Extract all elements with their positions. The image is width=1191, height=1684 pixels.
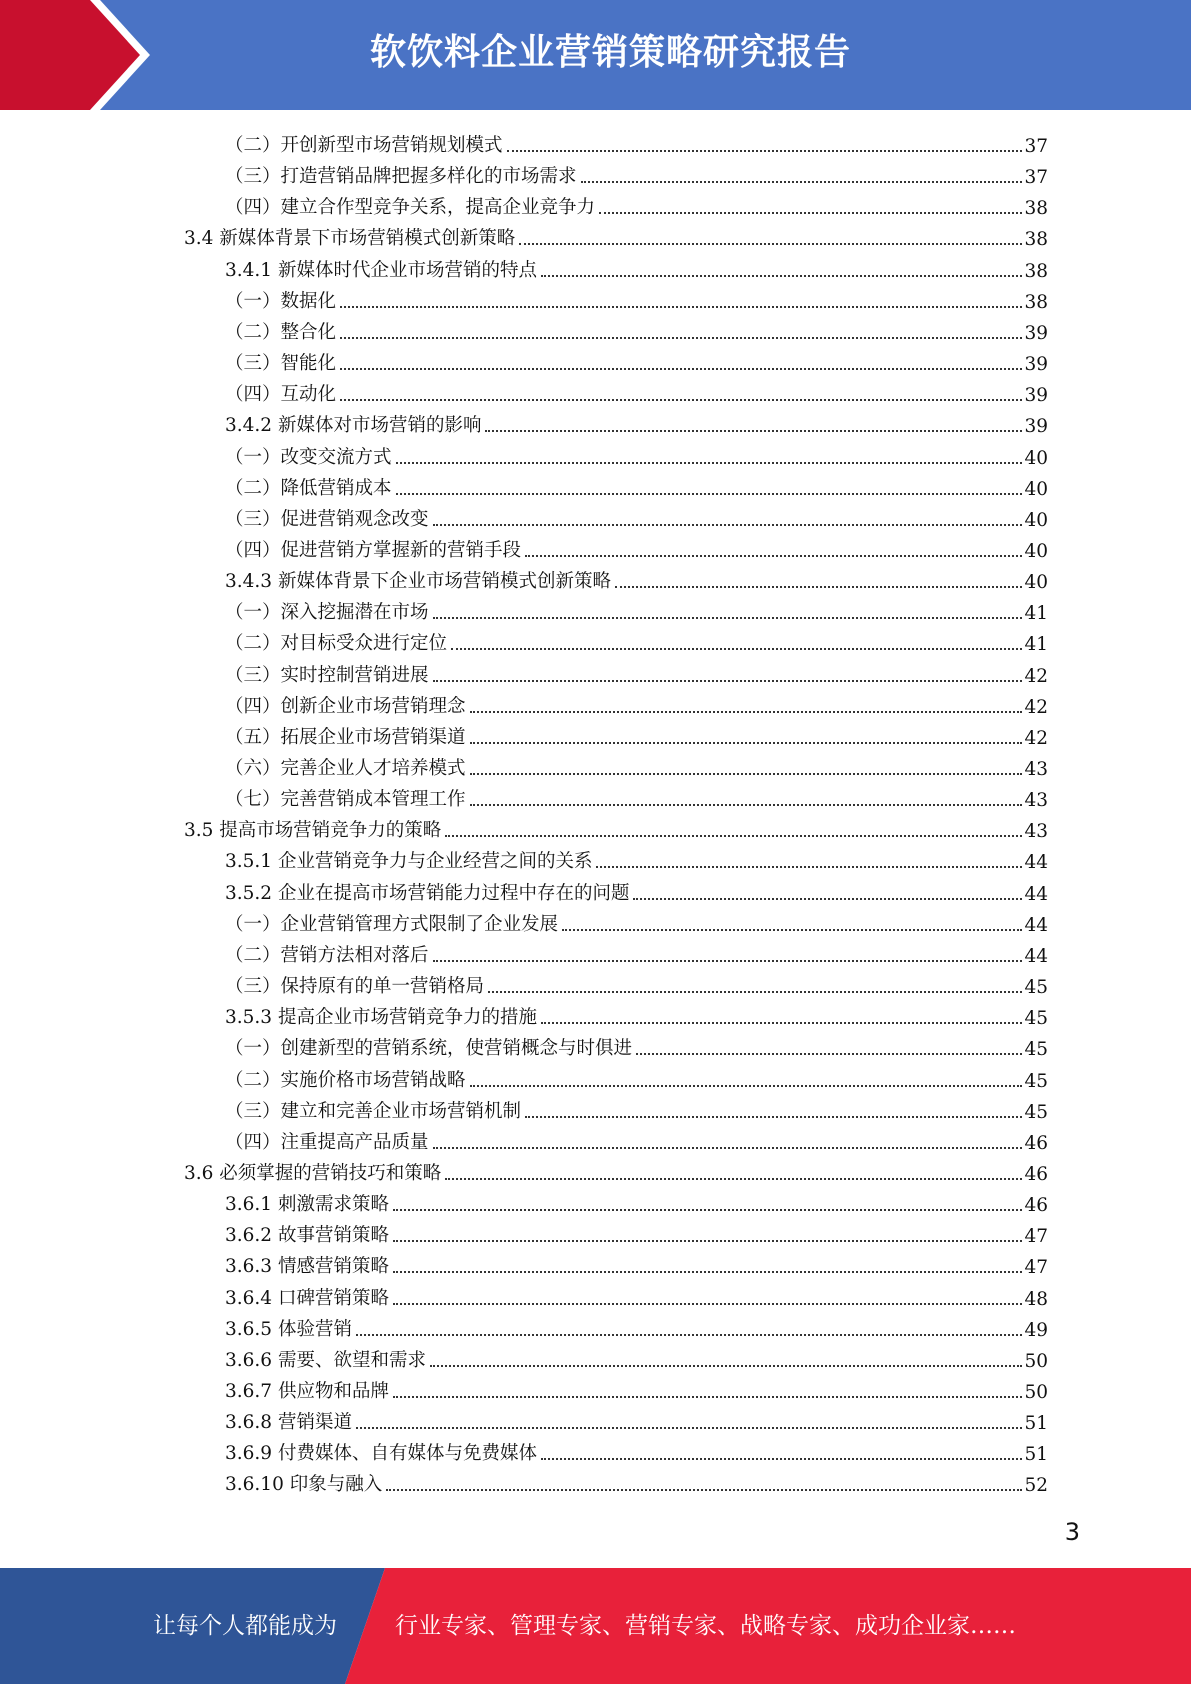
toc-entry-page: 37 [1024, 136, 1048, 157]
toc-entry[interactable] [225, 1310, 1048, 1341]
toc-entry[interactable] [225, 1123, 1048, 1154]
toc-entry-title: 3.6.9 付费媒体、自有媒体与免费媒体 [225, 1443, 537, 1465]
toc-entry[interactable] [225, 469, 1048, 500]
toc-entry-title: 3.5.3 提高企业市场营销竞争力的措施 [225, 1007, 537, 1029]
toc-entry-page: 39 [1024, 354, 1048, 376]
toc-dot-leader [541, 275, 1022, 277]
toc-entry-title: （三）实时控制营销进展 [225, 664, 429, 686]
toc-entry[interactable] [225, 1434, 1048, 1465]
toc-entry-title: （四）注重提高产品质量 [225, 1131, 429, 1153]
toc-entry-page: 40 [1024, 540, 1048, 562]
toc-entry-title: 3.5.1 企业营销竞争力与企业经营之间的关系 [225, 851, 593, 873]
toc-entry-page: 39 [1024, 322, 1048, 344]
toc-entry[interactable] [225, 1403, 1048, 1434]
toc-entry-title: （六）完善企业人才培养模式 [225, 758, 466, 779]
toc-dot-leader [433, 680, 1022, 682]
toc-dot-leader [430, 1365, 1022, 1367]
toc-entry-title: 3.6.4 口碑营销策略 [225, 1287, 389, 1309]
toc-dot-leader [596, 866, 1022, 868]
toc-entry-title: （七）完善营销成本管理工作 [225, 789, 466, 811]
toc-entry-page: 47 [1024, 1226, 1048, 1248]
toc-entry-page: 44 [1024, 914, 1048, 936]
toc-dot-leader [396, 493, 1022, 495]
toc-entry-page: 43 [1024, 759, 1048, 780]
toc-entry-page: 48 [1024, 1288, 1048, 1310]
toc-dot-leader [356, 1334, 1022, 1336]
toc-entry[interactable] [225, 500, 1048, 531]
toc-entry-title: 3.6.8 营销渠道 [225, 1412, 352, 1434]
toc-dot-leader [445, 835, 1022, 837]
page-footer [0, 1568, 1191, 1684]
toc-entry-page: 51 [1024, 1444, 1048, 1466]
toc-dot-leader [507, 150, 1022, 152]
toc-entry[interactable] [184, 1154, 1048, 1185]
toc-dot-leader [562, 929, 1022, 931]
toc-entry[interactable] [184, 811, 1048, 842]
toc-dot-leader [433, 524, 1022, 526]
toc-dot-leader [470, 742, 1022, 744]
toc-entry[interactable] [225, 1216, 1048, 1247]
toc-entry-page: 43 [1024, 790, 1048, 812]
toc-entry-page: 49 [1024, 1319, 1048, 1341]
toc-entry[interactable] [225, 998, 1048, 1029]
toc-entry[interactable] [225, 188, 1048, 219]
toc-dot-leader [525, 1116, 1022, 1118]
toc-dot-leader [470, 1085, 1022, 1087]
toc-entry-title: （二）开创新型市场营销规划模式 [225, 135, 503, 156]
toc-entry-title: （一）改变交流方式 [225, 446, 392, 468]
toc-dot-leader [485, 430, 1022, 432]
toc-dot-leader [581, 181, 1022, 183]
toc-entry-title: （一）深入挖掘潜在市场 [225, 602, 429, 624]
toc-entry-page: 50 [1024, 1350, 1048, 1372]
toc-entry-page: 40 [1024, 478, 1048, 500]
toc-entry[interactable] [225, 936, 1048, 967]
toc-dot-leader [433, 1147, 1022, 1149]
toc-entry[interactable] [225, 780, 1048, 811]
toc-entry-title: 3.6.6 需要、欲望和需求 [225, 1349, 426, 1371]
toc-entry-title: 3.5 提高市场营销竞争力的策略 [184, 820, 442, 842]
toc-entry[interactable] [225, 1061, 1048, 1092]
toc-entry[interactable] [225, 656, 1048, 687]
toc-entry[interactable] [225, 282, 1048, 313]
toc-entry-title: 3.6.1 刺激需求策略 [225, 1194, 389, 1216]
toc-dot-leader [433, 617, 1022, 619]
toc-dot-leader [445, 1178, 1022, 1180]
toc-entry-page: 45 [1024, 1039, 1048, 1061]
toc-entry-page: 40 [1024, 447, 1048, 469]
toc-dot-leader [599, 212, 1022, 214]
toc-entry[interactable] [225, 126, 1048, 157]
toc-entry-title: （二）营销方法相对落后 [225, 944, 429, 966]
toc-entry-title: （四）互动化 [225, 384, 337, 406]
toc-entry-page: 44 [1024, 852, 1048, 874]
toc-entry[interactable] [225, 344, 1048, 375]
toc-entry-page: 38 [1024, 260, 1048, 282]
toc-entry-title: 3.6.10 印象与融入 [225, 1474, 383, 1496]
toc-entry-title: 3.6.5 体验营销 [225, 1318, 352, 1340]
footer-slogan-right: 行业专家、管理专家、营销专家、战略专家、成功企业家…… [395, 1613, 1016, 1639]
toc-entry-page: 39 [1024, 385, 1048, 407]
toc-entry[interactable] [225, 842, 1048, 873]
toc-entry[interactable] [184, 219, 1048, 250]
toc-entry-page: 46 [1024, 1132, 1048, 1154]
toc-dot-leader [633, 898, 1022, 900]
toc-entry-title: （二）降低营销成本 [225, 477, 392, 499]
toc-entry-title: 3.5.2 企业在提高市场营销能力过程中存在的问题 [225, 882, 630, 904]
toc-entry-title: （四）建立合作型竞争关系，提高企业竞争力 [225, 197, 596, 219]
footer-slogan-left: 让每个人都能成为 [153, 1613, 337, 1639]
toc-entry-page: 46 [1024, 1163, 1048, 1185]
toc-dot-leader [393, 1240, 1022, 1242]
toc-entry[interactable] [225, 1092, 1048, 1123]
toc-entry[interactable] [225, 438, 1048, 469]
toc-entry-page: 38 [1024, 198, 1048, 220]
toc-entry[interactable] [225, 313, 1048, 344]
toc-dot-leader [393, 1271, 1022, 1273]
toc-dot-leader [636, 1053, 1022, 1055]
toc-entry-title: （五）拓展企业市场营销渠道 [225, 726, 466, 748]
toc-dot-leader [340, 306, 1022, 308]
toc-entry-page: 47 [1024, 1257, 1048, 1279]
toc-entry[interactable] [225, 1372, 1048, 1403]
toc-dot-leader [386, 1489, 1022, 1491]
toc-entry[interactable] [225, 874, 1048, 905]
toc-entry-title: （二）实施价格市场营销战略 [225, 1069, 466, 1091]
toc-entry-title: 3.4.1 新媒体时代企业市场营销的特点 [225, 259, 537, 281]
toc-entry-page: 45 [1024, 1101, 1048, 1123]
toc-entry[interactable] [225, 1247, 1048, 1278]
toc-entry[interactable] [225, 624, 1048, 655]
toc-entry[interactable] [225, 157, 1048, 188]
toc-entry[interactable] [225, 749, 1048, 780]
toc-dot-leader [451, 648, 1022, 650]
toc-dot-leader [488, 991, 1022, 993]
toc-entry-title: （一）企业营销管理方式限制了企业发展 [225, 913, 559, 935]
toc-entry-title: 3.4 新媒体背景下市场营销模式创新策略 [184, 228, 516, 250]
page-header [0, 0, 1191, 110]
toc-entry-page: 45 [1024, 1070, 1048, 1092]
toc-entry-page: 45 [1024, 977, 1048, 999]
toc-entry-page: 44 [1024, 945, 1048, 967]
toc-entry-title: （三）建立和完善企业市场营销机制 [225, 1100, 522, 1122]
toc-entry-page: 42 [1024, 696, 1048, 718]
toc-dot-leader [340, 337, 1022, 339]
toc-entry-title: 3.6 必须掌握的营销技巧和策略 [184, 1162, 442, 1184]
page-number: 3 [1064, 1518, 1080, 1546]
toc-entry-page: 38 [1024, 229, 1048, 251]
toc-entry-title: （三）智能化 [225, 353, 337, 375]
toc-dot-leader [541, 1458, 1022, 1460]
toc-entry-title: （三）打造营销品牌把握多样化的市场需求 [225, 166, 577, 188]
toc-entry-page: 40 [1024, 572, 1048, 594]
toc-dot-leader [356, 1427, 1022, 1429]
toc-dot-leader [470, 804, 1022, 806]
toc-entry-page: 44 [1024, 883, 1048, 905]
report-title: 软饮料企业营销策略研究报告 [369, 32, 851, 73]
toc-dot-leader [433, 960, 1022, 962]
toc-entry-page: 42 [1024, 665, 1048, 687]
toc-dot-leader [393, 1303, 1022, 1305]
toc-entry-page: 50 [1024, 1382, 1048, 1403]
toc-entry-page: 43 [1024, 821, 1048, 843]
toc-entry[interactable] [225, 967, 1048, 998]
toc-entry-page: 41 [1024, 603, 1048, 625]
toc-entry[interactable] [225, 1279, 1048, 1310]
toc-entry-title: （四）促进营销方掌握新的营销手段 [225, 539, 522, 561]
toc-entry[interactable] [225, 251, 1048, 282]
toc-entry-title: （三）保持原有的单一营销格局 [225, 976, 485, 998]
toc-dot-leader [393, 1396, 1022, 1398]
toc-entry[interactable] [225, 375, 1048, 406]
toc-entry[interactable] [225, 1465, 1048, 1496]
toc-entry-page: 45 [1024, 1008, 1048, 1030]
toc-entry[interactable] [225, 687, 1048, 718]
toc-entry-title: 3.6.2 故事营销策略 [225, 1225, 389, 1247]
toc-entry-title: （一）创建新型的营销系统，使营销概念与时俱进 [225, 1038, 633, 1060]
toc-entry-page: 42 [1024, 727, 1048, 749]
toc-entry[interactable] [225, 406, 1048, 437]
toc-entry-page: 51 [1024, 1413, 1048, 1435]
toc-dot-leader [541, 1022, 1022, 1024]
toc-dot-leader [470, 773, 1022, 775]
toc-entry-title: 3.6.7 供应物和品牌 [225, 1381, 389, 1402]
toc-entry-page: 37 [1024, 167, 1048, 189]
toc-entry-page: 38 [1024, 291, 1048, 313]
toc-entry-page: 52 [1024, 1475, 1048, 1497]
toc-entry-title: 3.4.3 新媒体背景下企业市场营销模式创新策略 [225, 571, 611, 593]
toc-entry-page: 41 [1024, 634, 1048, 656]
toc-dot-leader [470, 711, 1022, 713]
toc-entry-page: 39 [1024, 416, 1048, 438]
toc-entry-page: 40 [1024, 509, 1048, 531]
toc-entry-title: （二）整合化 [225, 321, 337, 343]
toc-dot-leader [340, 399, 1022, 401]
toc-dot-leader [519, 243, 1022, 245]
toc-dot-leader [525, 555, 1022, 557]
toc-entry-title: （二）对目标受众进行定位 [225, 633, 448, 655]
toc-entry-title: （一）数据化 [225, 290, 337, 312]
toc-entry-page: 46 [1024, 1195, 1048, 1217]
toc-entry[interactable] [225, 1185, 1048, 1216]
toc-entry[interactable] [225, 1341, 1048, 1372]
toc-dot-leader [615, 586, 1022, 588]
toc-entry[interactable] [225, 593, 1048, 624]
toc-entry[interactable] [225, 531, 1048, 562]
toc-dot-leader [393, 1209, 1022, 1211]
toc-entry-title: （四）创新企业市场营销理念 [225, 695, 466, 717]
toc-entry-title: （三）促进营销观念改变 [225, 508, 429, 530]
toc-entry[interactable] [225, 1029, 1048, 1060]
toc-entry-title: 3.6.3 情感营销策略 [225, 1256, 389, 1278]
toc-dot-leader [340, 368, 1022, 370]
toc-dot-leader [396, 462, 1022, 464]
toc-entry[interactable] [225, 905, 1048, 936]
toc-entry[interactable] [225, 562, 1048, 593]
toc-entry-title: 3.4.2 新媒体对市场营销的影响 [225, 415, 482, 437]
toc-entry[interactable] [225, 718, 1048, 749]
